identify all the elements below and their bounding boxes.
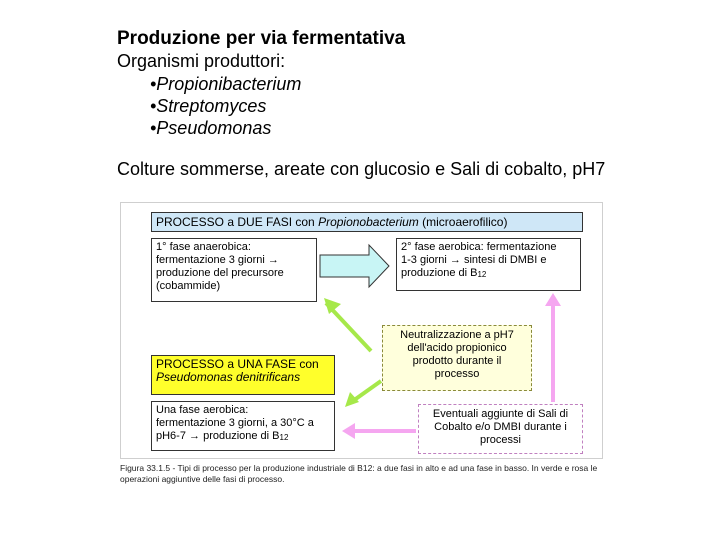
two-phase-header-prefix: PROCESSO a DUE FASI con xyxy=(156,215,319,229)
figure-caption: Figura 33.1.5 - Tipi di processo per la produzione industriale di B12: a due fasi in alto e ad una fase in basso. In verde e rosa le operazioni aggiuntive delle fasi di processo. xyxy=(120,463,598,484)
phase-2-subscript: 12 xyxy=(477,270,487,279)
list-item: •Streptomyces xyxy=(150,96,267,116)
phase-2-text: produzione di B xyxy=(401,267,478,279)
phase-1-box xyxy=(151,238,317,302)
phase-2-line: 2° fase aerobica: fermentazione xyxy=(401,241,557,253)
two-phase-organism: Propionobacterium xyxy=(318,215,419,229)
extra-line: Eventuali aggiunte di Sali di xyxy=(432,408,569,420)
phase-1-line: (cobammide) xyxy=(156,280,221,292)
transition-arrow xyxy=(320,245,389,287)
neutral-line: processo xyxy=(434,368,480,380)
neutralization-box xyxy=(382,325,532,391)
slide-title: Produzione per via fermentativa xyxy=(117,28,406,49)
phase-2-line: 1-3 giorni → sintesi di DMBI e xyxy=(401,254,547,266)
cobalt-additions-box xyxy=(418,404,583,454)
list-item: •Propionibacterium xyxy=(150,74,302,94)
two-phase-header xyxy=(151,212,583,232)
extra-line: Cobalto e/o DMBI durante i xyxy=(434,421,567,433)
organisms-heading: Organismi produttori: xyxy=(117,51,286,71)
neutral-line: prodotto durante il xyxy=(412,355,502,367)
two-phase-header-suffix: (microaerofilico) xyxy=(418,215,508,229)
one-phase-title: PROCESSO a UNA FASE con xyxy=(156,357,319,371)
organism-list xyxy=(150,73,301,139)
pink-arrowhead-left xyxy=(342,423,355,439)
phase-2-line-last xyxy=(401,267,576,281)
one-phase-line-last xyxy=(156,430,330,444)
list-item: •Pseudomonas xyxy=(150,118,272,138)
one-phase-text: pH6-7 → produzione di B xyxy=(156,430,280,442)
neutral-line: dell'acido propionico xyxy=(407,342,507,354)
culture-conditions: Colture sommerse, areate con glucosio e Sali di cobalto, pH7 xyxy=(117,159,606,179)
pink-arrowhead-up xyxy=(545,293,561,306)
phase-1-line: 1° fase anaerobica: xyxy=(156,241,251,253)
one-phase-header xyxy=(151,355,335,395)
one-phase-line: Una fase aerobica: xyxy=(156,404,249,416)
one-phase-organism: Pseudomonas denitrificans xyxy=(156,370,301,384)
phase-1-line: fermentazione 3 giorni → xyxy=(156,254,279,266)
neutral-line: Neutralizzazione a pH7 xyxy=(400,329,514,341)
process-figure xyxy=(120,202,603,459)
one-phase-line: fermentazione 3 giorni, a 30°C a xyxy=(156,417,314,429)
extra-line: processi xyxy=(480,434,521,446)
one-phase-subscript: 12 xyxy=(279,433,289,442)
phase-2-box xyxy=(396,238,581,291)
one-phase-detail-box xyxy=(151,401,335,451)
phase-1-line: produzione del precursore xyxy=(156,267,284,279)
